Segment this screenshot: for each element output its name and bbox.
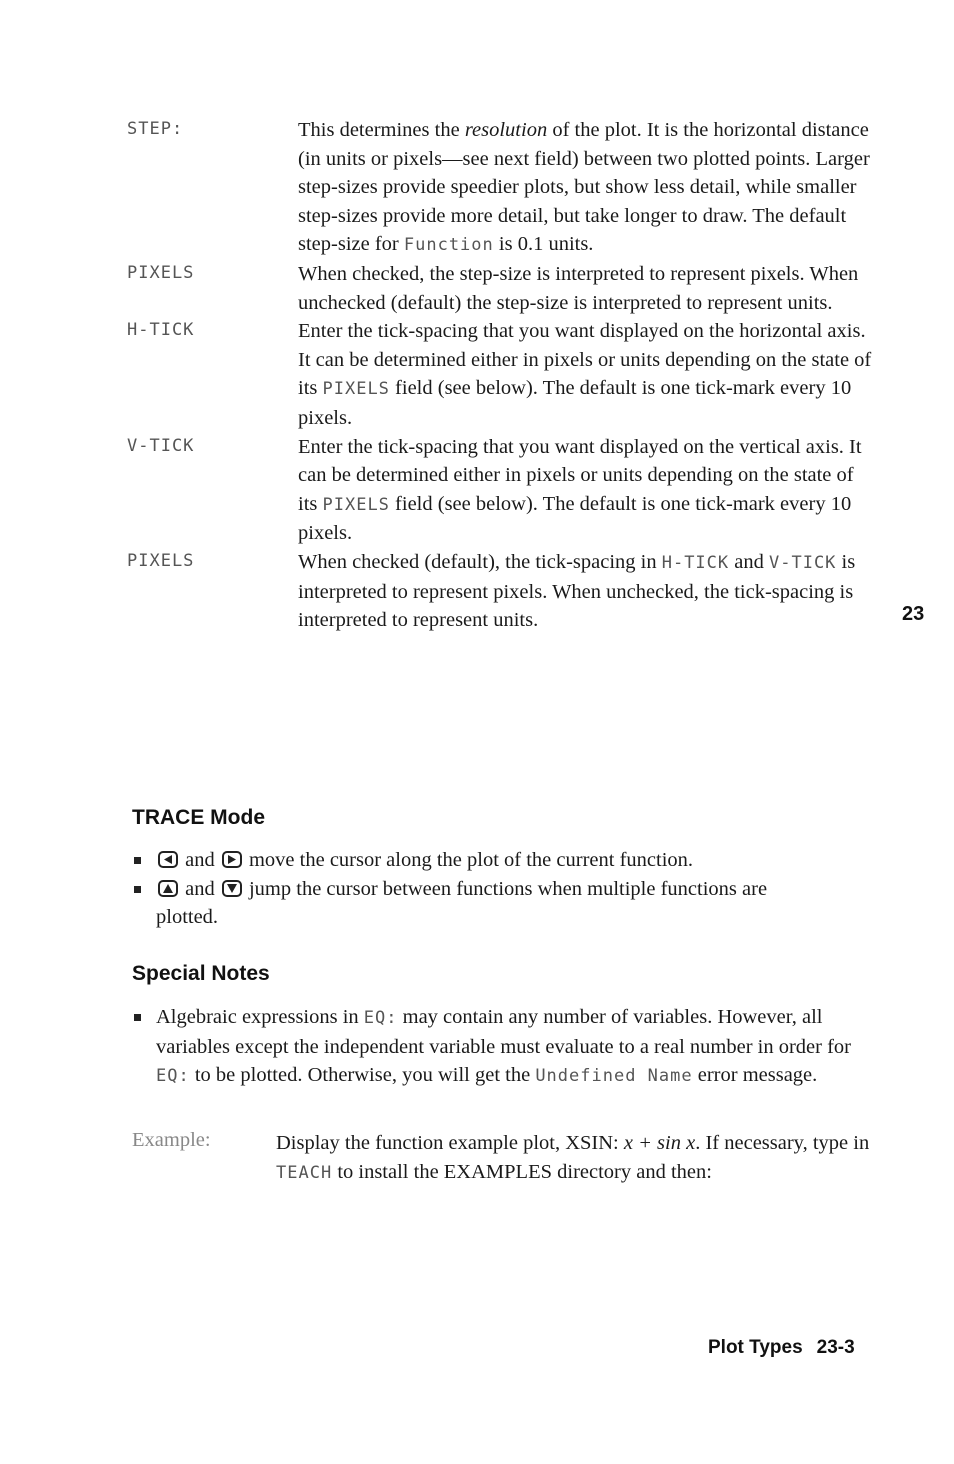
- page-footer: [708, 1337, 855, 1359]
- definition-term: PIXELS: [127, 262, 195, 283]
- list-item: Algebraic expressions in EQ: may contain any number of variables. However, all variables except the independent variable must evaluate to a real number in order for EQ: to be plotted. Otherwise, you will get the Undefined Name error message.: [132, 1003, 892, 1091]
- definition-description: This determines the resolution of the plot. It is the horizontal distance (in units or pixels—see next field) between two plotted points. Larger step-sizes provide speedier plots, but show less detail, while smaller step-sizes provide more detail, but take longer to draw. The default step-size for Function is 0.1 units.: [298, 119, 870, 256]
- trace-bullets: [132, 846, 892, 932]
- down-arrow-key-icon: [222, 880, 242, 897]
- chapter-tab: 23: [902, 603, 925, 625]
- page-number: 23-3: [816, 1337, 855, 1358]
- definition-term: PIXELS: [127, 550, 195, 571]
- up-arrow-key-icon: [158, 880, 178, 897]
- notes-bullets: [132, 1003, 892, 1091]
- definition-item: [127, 317, 887, 432]
- definition-item: [127, 116, 887, 260]
- right-arrow-key-icon: [222, 851, 242, 868]
- definition-description: Enter the tick-spacing that you want displayed on the vertical axis. It can be determined either in pixels or units depending on the state of its PIXELS field (see below). The default is one tick-mark every 10 pixels.: [298, 435, 862, 545]
- list-item: and move the cursor along the plot of the current function.: [132, 846, 892, 875]
- bullet-marker: [132, 1003, 156, 1091]
- definition-item: [127, 260, 887, 317]
- trace-mode-heading: TRACE Mode: [132, 806, 265, 829]
- example-block: [132, 1129, 892, 1187]
- left-arrow-key-icon: [158, 851, 178, 868]
- definition-description: When checked, the step-size is interpreted to represent pixels. When unchecked (default) the step-size is interpreted to represent units.: [298, 262, 859, 314]
- special-notes-heading: Special Notes: [132, 962, 270, 985]
- definition-term: V-TICK: [127, 435, 195, 456]
- definition-description: When checked (default), the tick-spacing in H-TICK and V-TICK is interpreted to represent pixels. When unchecked, the tick-spacing is interpreted to represent units.: [298, 550, 856, 632]
- bullet-marker: [132, 846, 156, 875]
- bullet-marker: [132, 875, 156, 932]
- footer-title: Plot Types: [708, 1337, 803, 1358]
- definition-list: [127, 116, 887, 635]
- list-item: and jump the cursor between functions when multiple functions are plotted.: [132, 875, 892, 932]
- definition-item: [127, 548, 887, 635]
- definition-term: H-TICK: [127, 320, 195, 341]
- definition-description: Enter the tick-spacing that you want displayed on the horizontal axis. It can be determined either in pixels or units depending on the state of its PIXELS field (see below). The default is one tick-mark every 10 pixels.: [298, 320, 872, 429]
- definition-item: [127, 433, 887, 548]
- definition-term: STEP:: [127, 119, 184, 139]
- example-label: Example:: [132, 1129, 211, 1151]
- example-text: Display the function example plot, XSIN: x + sin x. If necessary, type in TEACH to install the EXAMPLES directory and then:: [276, 1132, 870, 1183]
